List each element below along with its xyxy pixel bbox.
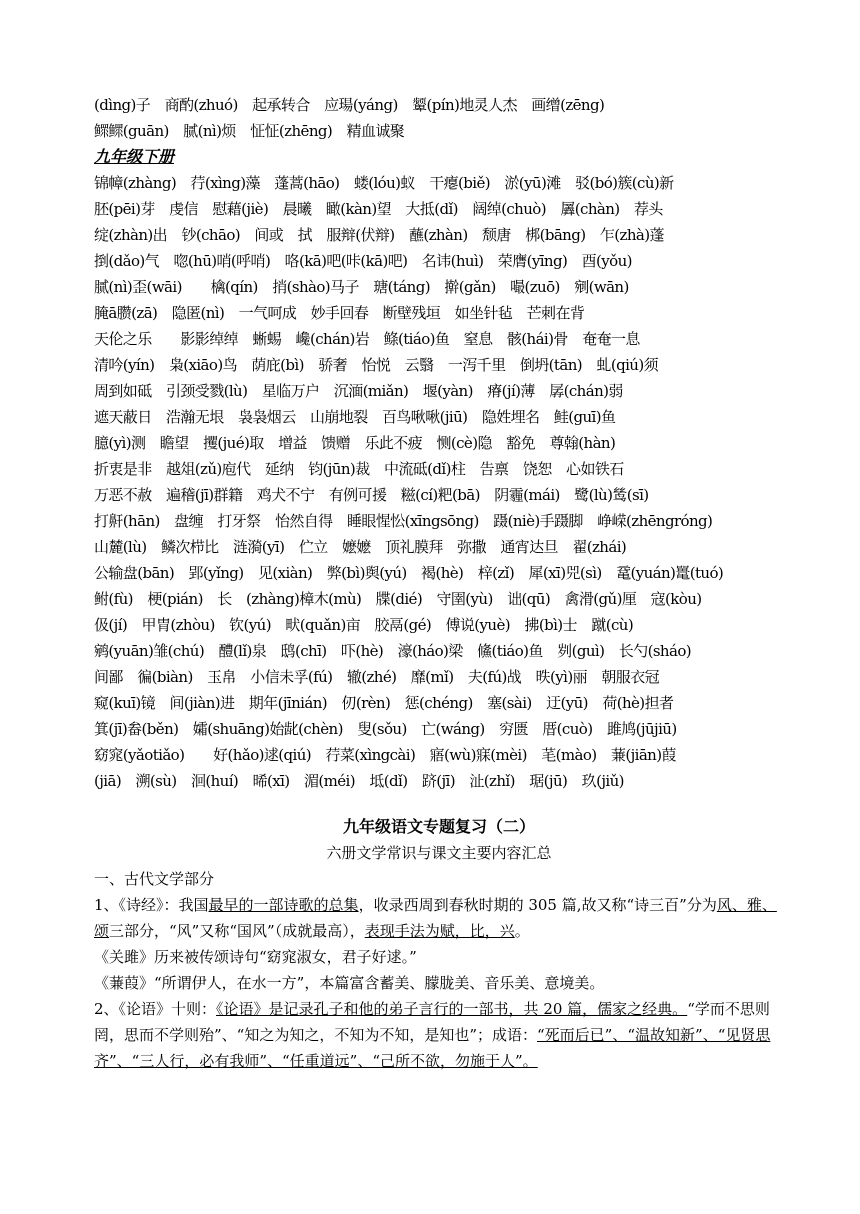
- text-run: 1、《诗经》：我国: [94, 896, 209, 914]
- vocab-line: 腻(nì)歪(wāi) 檎(qín) 捎(shào)马子 瑭(táng) 擀(gǎn) 嘬(zuō) 剜(wān): [94, 278, 629, 296]
- vocab-line: (jiā) 溯(sù) 洄(huí) 晞(xī) 湄(méi) 坻(dǐ) 跻(jī) 沚(zhǐ) 琚(jū) 玖(jiǔ): [94, 772, 624, 790]
- vocab-line: 公输盘(bān) 郢(yǐng) 见(xiàn) 弊(bì)舆(yú) 褐(hè) 梓(zǐ) 犀(xī)兕(sì) 鼋(yuán)鼍(tuó): [94, 564, 724, 582]
- underlined-text: 最早的一部诗歌的总集: [208, 896, 359, 914]
- document-page: [94, 92, 784, 1074]
- vocab-line: 伋(jí) 甲胄(zhòu) 钦(yú) 畎(quǎn)亩 胶鬲(gé) 傅说(yuè) 拂(bì)士 蹴(cù): [94, 616, 634, 634]
- vocab-line: 天伦之乐 影影绰绰 蜥蜴 巉(chán)岩 鲦(tiáo)鱼 窒息 骸(hái)骨 奄奄一息: [94, 330, 640, 348]
- vocab-line: 鲋(fù) 梗(pián) 长 (zhàng)樟木(mù) 牒(dié) 守圉(yù) 诎(qū) 禽滑(gǔ)厘 寇(kòu): [94, 590, 702, 608]
- vocab-line: 间鄙 徧(biàn) 玉帛 小信未孚(fú) 辙(zhé) 靡(mǐ) 夫(fú)战 昳(yì)丽 朝服衣冠: [94, 668, 659, 686]
- vocab-line: 清吟(yín) 枭(xiāo)鸟 荫庇(bì) 骄奢 怡悦 云翳 一泻千里 倒坍(tān) 虬(qiú)须: [94, 356, 658, 374]
- vocab-line: 锦幛(zhàng) 荇(xìng)藻 蓬蒿(hāo) 蝼(lóu)蚁 干瘪(biě) 淤(yū)滩 驳(bó)簇(cù)新: [94, 174, 674, 192]
- section-heading: 九年级下册: [94, 147, 175, 166]
- text-run: 三部分，“风”又称“国风”（成就最高），: [109, 922, 365, 940]
- vocab-line: 折衷是非 越俎(zǔ)庖代 延纳 钧(jūn)裁 中流砥(dǐ)柱 告禀 饶恕 心如铁石: [94, 460, 624, 478]
- vocab-line: 捯(dǎo)气 唿(hū)哨(呼哨) 咯(kā)吧(咔(kā)吧) 名讳(huì) 荣膺(yīng) 酉(yǒu): [94, 252, 632, 270]
- vocab-line: 山麓(lù) 鳞次栉比 涟漪(yī) 伫立 嬷嬷 顶礼膜拜 弥撒 通宵达旦 翟(zhái): [94, 538, 627, 556]
- vocab-line: 万恶不赦 遍稽(jī)群籍 鸡犬不宁 有例可援 糍(cí)粑(bā) 阴霾(mái) 鹭(lù)鸶(sī): [94, 486, 649, 504]
- underlined-text: 风、雅、颂: [94, 896, 777, 940]
- review-subtitle: 六册文学常识与课文主要内容汇总: [326, 844, 552, 862]
- text-run: ，收录西周到春秋时期的 305 篇,故又称“诗三百”分为: [358, 896, 717, 914]
- vocab-line: 箕(jī)畚(běn) 孀(shuāng)始龀(chèn) 叟(sǒu) 亡(wáng) 穷匮 厝(cuò) 雎鸠(jūjiū): [94, 720, 677, 738]
- text-run: 2、《论语》十则：: [94, 1000, 217, 1018]
- underlined-text: “死而后已”、“温故知新”、“见贤思齐”、“三人行，必有我师”、“任重道远”、“己所不欲，勿施于人”。: [94, 1026, 771, 1070]
- top-vocab-block: [94, 92, 784, 144]
- vocab-line: 胚(pēi)芽 虔信 慰藉(jiè) 晨曦 瞰(kàn)望 大抵(dǐ) 阔绰(chuò) 羼(chàn) 荐头: [94, 200, 663, 218]
- vocab-list: [94, 170, 784, 794]
- paragraph-guanju: 《关雎》历来被传颂诗句“窈窕淑女，君子好逑。”: [94, 948, 417, 966]
- vocab-line: 腌ā臜(zā) 隐匿(nì) 一气呵成 妙手回春 断壁残垣 如坐针毡 芒刺在背: [94, 304, 585, 322]
- text-run: 。: [514, 922, 530, 940]
- vocab-line: (dìng)子 商酌(zhuó) 起承转合 应瑒(yáng) 颦(pín)地灵人杰 画缯(zēng): [94, 96, 605, 114]
- underlined-text: 表现手法为赋，比，兴: [364, 922, 515, 940]
- vocab-line: 周到如砥 引颈受戮(lù) 星临万户 沉湎(miǎn) 堰(yàn) 瘠(jí)薄 孱(chán)弱: [94, 382, 623, 400]
- review-title: 九年级语文专题复习（二）: [342, 817, 535, 836]
- vocab-line: 绽(zhàn)出 钞(chāo) 间或 拭 服辩(伏辩) 蘸(zhàn) 颓唐 梆(bāng) 乍(zhà)蓬: [94, 226, 664, 244]
- vocab-line: 窈窕(yǎotiǎo) 好(hǎo)逑(qiú) 荇菜(xìngcài) 寤(wù)寐(mèi) 芼(mào) 蒹(jiān)葭: [94, 746, 676, 764]
- text-run: “学而不思则罔，思而不学则殆”、“知之为知之，不知为不知，是知也”；成语：: [94, 1000, 770, 1044]
- vocab-line: 臆(yì)测 瞻望 攫(jué)取 增益 馈赠 乐此不疲 恻(cè)隐 豁免 尊翰(hàn): [94, 434, 616, 452]
- paragraph-lunyu: [94, 996, 784, 1074]
- paragraph-jianjia: 《蒹葭》“所谓伊人，在水一方”，本篇富含蓄美、朦胧美、音乐美、意境美。: [94, 974, 605, 992]
- paragraph-shijing: [94, 892, 784, 944]
- vocab-line: 鹓(yuān)雏(chú) 醴(lǐ)泉 鸱(chī) 吓(hè) 濠(háo)梁 鯈(tiáo)鱼 刿(guì) 长勺(sháo): [94, 642, 692, 660]
- vocab-line: 鳏鳏(guān) 腻(nì)烦 怔怔(zhēng) 精血诚聚: [94, 122, 405, 140]
- vocab-line: 窥(kuī)镜 间(jiàn)进 期年(jīnián) 仞(rèn) 惩(chéng) 塞(sài) 迂(yū) 荷(hè)担者: [94, 694, 674, 712]
- underlined-text: 《论语》是记录孔子和他的弟子言行的一部书，共 20 篇，儒家之经典。: [216, 1000, 688, 1018]
- part-heading: 一、古代文学部分: [94, 870, 215, 888]
- vocab-line: 遮天蔽日 浩瀚无垠 袅袅烟云 山崩地裂 百鸟啾啾(jiū) 隐姓埋名 鲑(guī)鱼: [94, 408, 616, 426]
- vocab-line: 打鼾(hān) 盘缠 打牙祭 怡然自得 睡眼惺忪(xīngsōng) 蹑(niè)手蹑脚 峥嵘(zhēngróng): [94, 512, 713, 530]
